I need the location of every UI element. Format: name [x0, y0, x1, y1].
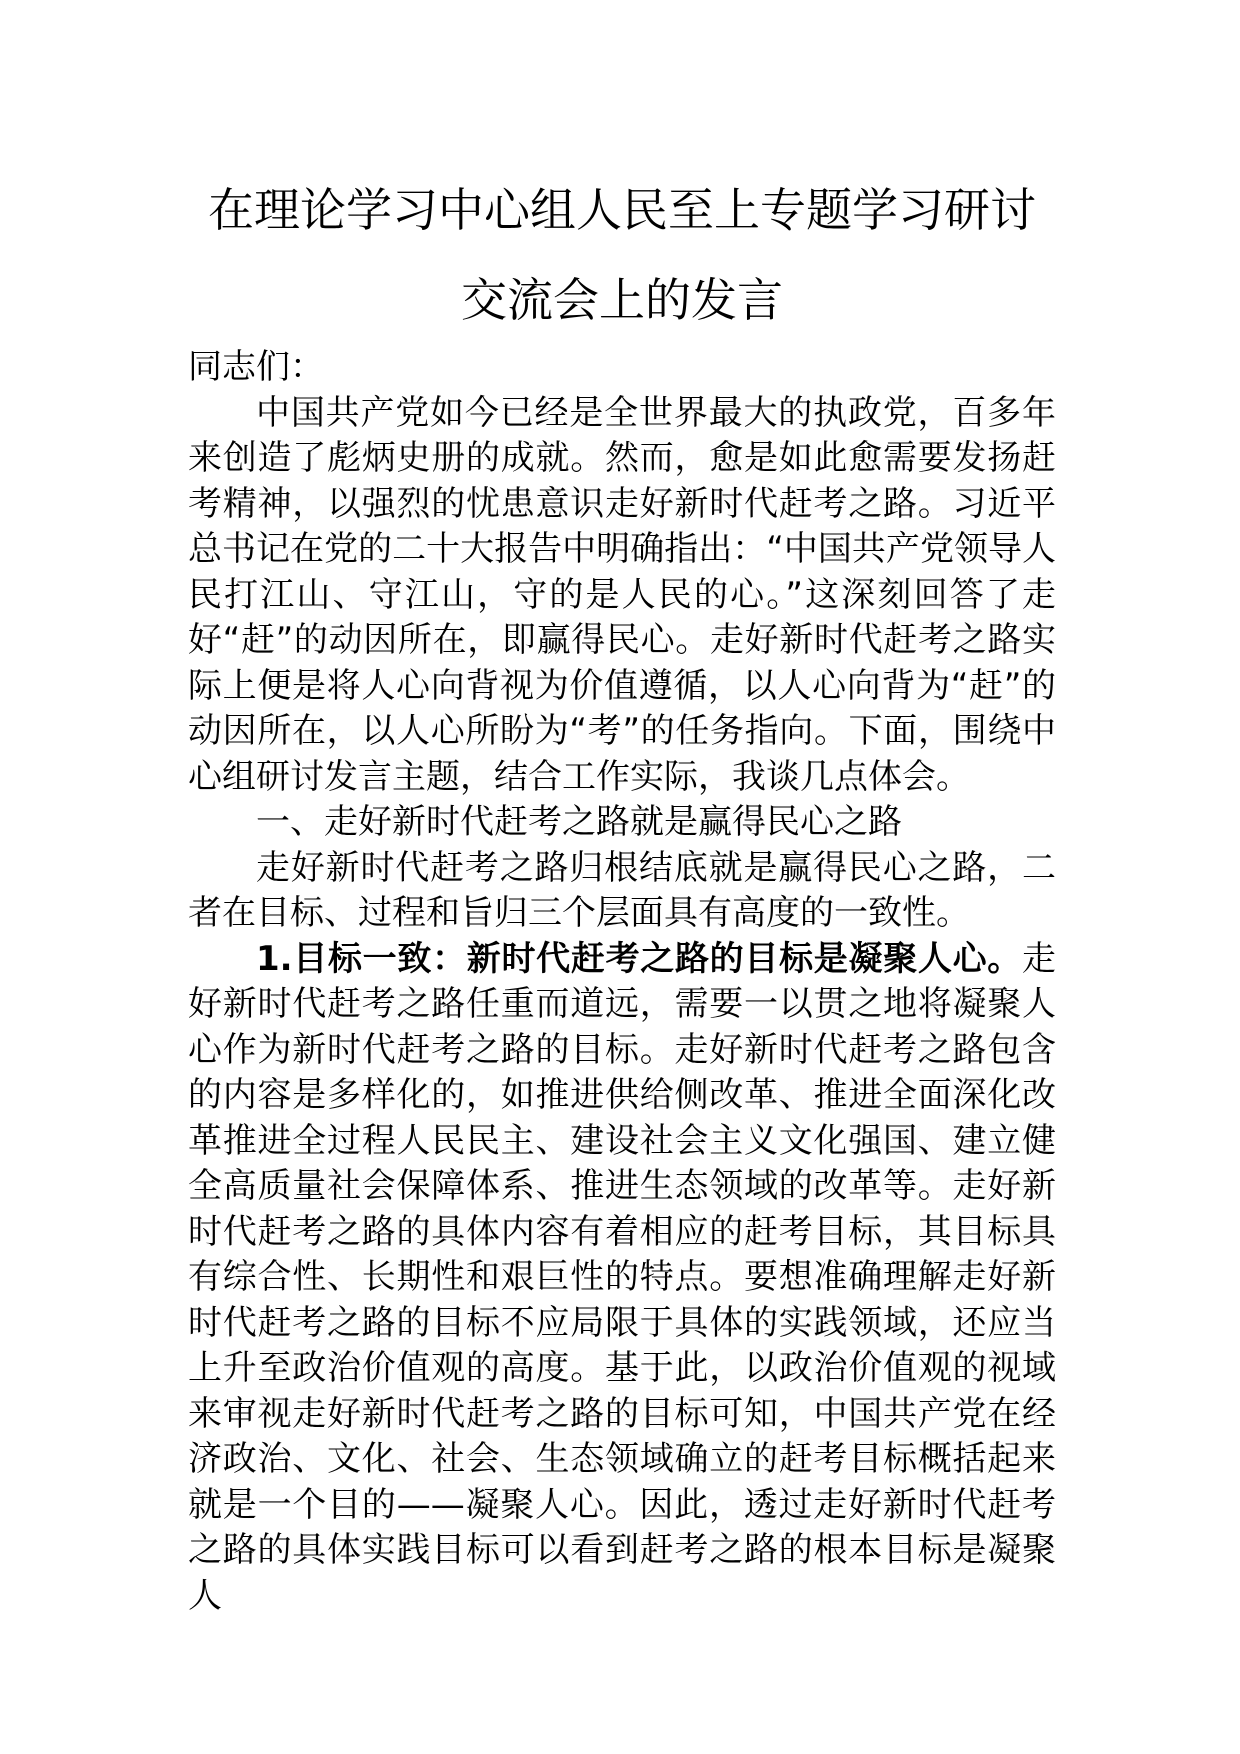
paragraph-intro: 中国共产党如今已经是全世界最大的执政党，百多年来创造了彪炳史册的成就。然而，愈是如此愈需要发扬赶考精神，以强烈的忧患意识走好新时代赶考之路。习近平总书记在党的二十大报告中明确指出：“中国共产党领导人民打江山、守江山，守的是人民的心。”这深刻回答了走好“赶”的动因所在，即赢得民心。走好新时代赶考之路实际上便是将人心向背视为价值遵循，以人心向背为“赶”的动因所在，以人心所盼为“考”的任务指向。下面，围绕中心组研讨发言主题，结合工作实际，我谈几点体会。: [188, 392, 1056, 797]
point-1-text: 走好新时代赶考之路任重而道远，需要一以贯之地将凝聚人心作为新时代赶考之路的目标。走好新时代赶考之路包含的内容是多样化的，如推进供给侧改革、推进全面深化改革推进全过程人民民主、建设社会主义文化强国、建立健全高质量社会保障体系、推进生态领域的改革等。走好新时代赶考之路的具体内容有着相应的赶考目标，其目标具有综合性、长期性和艰巨性的特点。要想准确理解走好新时代赶考之路的目标不应局限于具体的实践领域，还应当上升至政治价值观的高度。基于此，以政治价值观的视域来审视走好新时代赶考之路的目标可知，中国共产党在经济政治、文化、社会、生态领域确立的赶考目标概括起来就是一个目的——凝聚人心。因此，透过走好新时代赶考之路的具体实践目标可以看到赶考之路的根本目标是凝聚人: [188, 938, 1056, 1616]
point-1-heading: 1.目标一致：新时代赶考之路的目标是凝聚人心。: [256, 938, 1022, 979]
paragraph-section-1: 走好新时代赶考之路归根结底就是赢得民心之路，二者在目标、过程和旨归三个层面具有高度的一致性。: [188, 847, 1056, 933]
section-heading-1: 一、走好新时代赶考之路就是赢得民心之路: [256, 802, 902, 842]
document-title: [148, 165, 1096, 345]
paragraph-point-1: [188, 937, 1056, 1620]
salutation: 同志们：: [188, 347, 324, 387]
title-line-1: 在理论学习中心组人民至上专题学习研讨: [208, 183, 1036, 237]
document-page: [188, 165, 1056, 1619]
title-line-2: 交流会上的发言: [461, 273, 783, 327]
